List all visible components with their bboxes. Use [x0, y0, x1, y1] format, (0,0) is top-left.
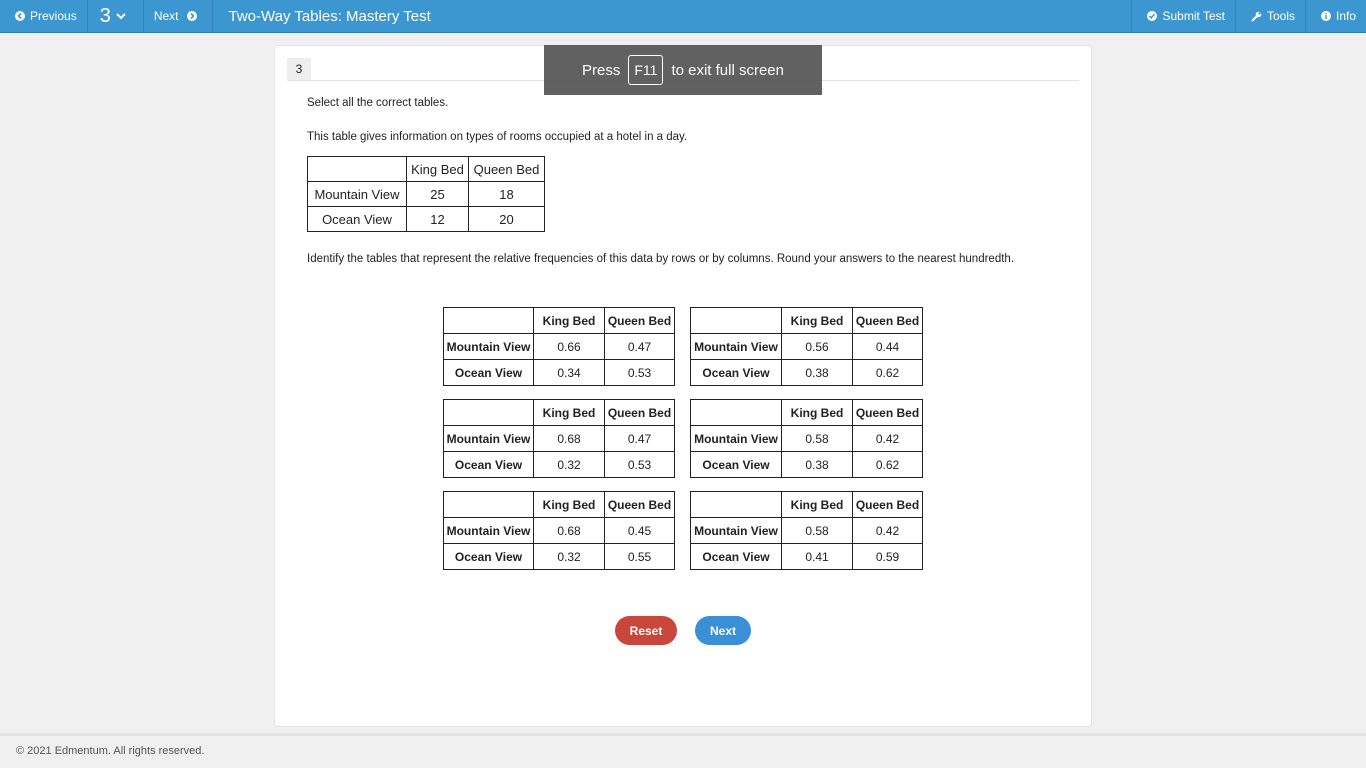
option-corner — [691, 492, 782, 518]
test-title: Two-Way Tables: Mastery Test — [228, 7, 431, 25]
prompt-text: Identify the tables that represent the relative frequencies of this data by rows or by columns. Round your answers to the nearest hundredth. — [307, 253, 1015, 265]
data-table-cell: 20 — [469, 207, 545, 232]
option-cell: 0.56 — [782, 334, 853, 360]
submit-test-button[interactable] — [1131, 0, 1234, 32]
tools-button[interactable] — [1235, 0, 1305, 32]
previous-button[interactable] — [0, 0, 88, 32]
copyright-text: © 2021 Edmentum. All rights reserved. — [16, 745, 205, 757]
reset-button[interactable]: Reset — [615, 616, 677, 645]
option-corner — [444, 400, 534, 426]
arrow-left-circle-icon — [15, 11, 25, 21]
option-cell: 0.68 — [534, 426, 605, 452]
option-cell: 0.55 — [605, 544, 675, 570]
option-corner — [444, 308, 534, 334]
option-row-label: Ocean View — [444, 544, 534, 570]
question-card — [274, 45, 1092, 727]
previous-label: Previous — [30, 9, 77, 23]
option-header: Queen Bed — [605, 308, 675, 334]
option-cell: 0.53 — [605, 360, 675, 386]
next-nav-button[interactable] — [144, 0, 213, 32]
option-cell: 0.38 — [782, 360, 853, 386]
option-row-label: Ocean View — [691, 360, 782, 386]
option-cell: 0.62 — [853, 452, 923, 478]
option-cell: 0.44 — [853, 334, 923, 360]
top-toolbar — [0, 0, 1366, 33]
description-text: This table gives information on types of rooms occupied at a hotel in a day. — [307, 131, 688, 143]
option-cell: 0.42 — [853, 518, 923, 544]
next-button[interactable]: Next — [695, 616, 751, 645]
wrench-icon — [1251, 11, 1262, 22]
data-table-header: King Bed — [407, 157, 469, 182]
option-row-label: Mountain View — [691, 426, 782, 452]
option-row-label: Ocean View — [444, 360, 534, 386]
data-table-header: Queen Bed — [469, 157, 545, 182]
option-cell: 0.53 — [605, 452, 675, 478]
footer-divider — [0, 733, 1366, 736]
option-table-4[interactable] — [690, 399, 923, 478]
tools-label: Tools — [1266, 9, 1295, 23]
f11-key: F11 — [628, 55, 663, 85]
check-circle-icon — [1147, 11, 1157, 21]
data-table-cell: 25 — [407, 182, 469, 207]
option-cell: 0.59 — [853, 544, 923, 570]
option-row-label: Ocean View — [691, 452, 782, 478]
option-cell: 0.68 — [534, 518, 605, 544]
option-header: Queen Bed — [853, 400, 923, 426]
option-cell: 0.66 — [534, 334, 605, 360]
option-row-label: Ocean View — [444, 452, 534, 478]
option-table-5[interactable] — [443, 491, 675, 570]
data-table-cell: 18 — [469, 182, 545, 207]
option-row-label: Mountain View — [444, 518, 534, 544]
question-selector[interactable] — [88, 0, 144, 32]
option-corner — [691, 400, 782, 426]
info-circle-icon — [1321, 11, 1331, 21]
option-header: King Bed — [534, 308, 605, 334]
option-cell: 0.32 — [534, 544, 605, 570]
option-row-label: Ocean View — [691, 544, 782, 570]
question-number: 3 — [99, 4, 111, 27]
option-row-label: Mountain View — [444, 334, 534, 360]
option-cell: 0.38 — [782, 452, 853, 478]
option-table-1[interactable] — [443, 307, 675, 386]
option-header: King Bed — [534, 400, 605, 426]
chevron-down-icon — [116, 12, 126, 20]
option-cell: 0.34 — [534, 360, 605, 386]
info-label: Info — [1335, 9, 1356, 23]
option-corner — [691, 308, 782, 334]
instruction-text: Select all the correct tables. — [307, 97, 449, 109]
next-nav-label: Next — [153, 9, 179, 23]
option-cell: 0.47 — [605, 334, 675, 360]
option-cell: 0.58 — [782, 518, 853, 544]
option-cell: 0.62 — [853, 360, 923, 386]
option-cell: 0.42 — [853, 426, 923, 452]
option-row-label: Mountain View — [691, 334, 782, 360]
question-number-badge: 3 — [287, 58, 311, 80]
option-cell: 0.32 — [534, 452, 605, 478]
option-cell: 0.58 — [782, 426, 853, 452]
option-header: King Bed — [782, 492, 853, 518]
submit-test-label: Submit Test — [1162, 9, 1225, 23]
option-header: King Bed — [534, 492, 605, 518]
data-table — [307, 156, 545, 232]
option-row-label: Mountain View — [691, 518, 782, 544]
option-table-3[interactable] — [443, 399, 675, 478]
fullscreen-press-text: Press — [582, 61, 621, 79]
option-header: King Bed — [782, 400, 853, 426]
data-table-corner — [308, 157, 407, 182]
option-header: Queen Bed — [605, 400, 675, 426]
data-table-cell: 12 — [407, 207, 469, 232]
option-header: Queen Bed — [853, 492, 923, 518]
option-header: King Bed — [782, 308, 853, 334]
option-corner — [444, 492, 534, 518]
option-row-label: Mountain View — [444, 426, 534, 452]
arrow-right-circle-icon — [187, 11, 197, 21]
data-table-row-label: Mountain View — [308, 182, 407, 207]
option-header: Queen Bed — [605, 492, 675, 518]
data-table-row-label: Ocean View — [308, 207, 407, 232]
option-header: Queen Bed — [853, 308, 923, 334]
option-table-2[interactable] — [690, 307, 923, 386]
info-button[interactable] — [1305, 0, 1366, 32]
fullscreen-exit-text: to exit full screen — [671, 61, 784, 79]
option-cell: 0.41 — [782, 544, 853, 570]
fullscreen-notice — [544, 45, 822, 95]
option-table-6[interactable] — [690, 491, 923, 570]
option-cell: 0.45 — [605, 518, 675, 544]
option-cell: 0.47 — [605, 426, 675, 452]
